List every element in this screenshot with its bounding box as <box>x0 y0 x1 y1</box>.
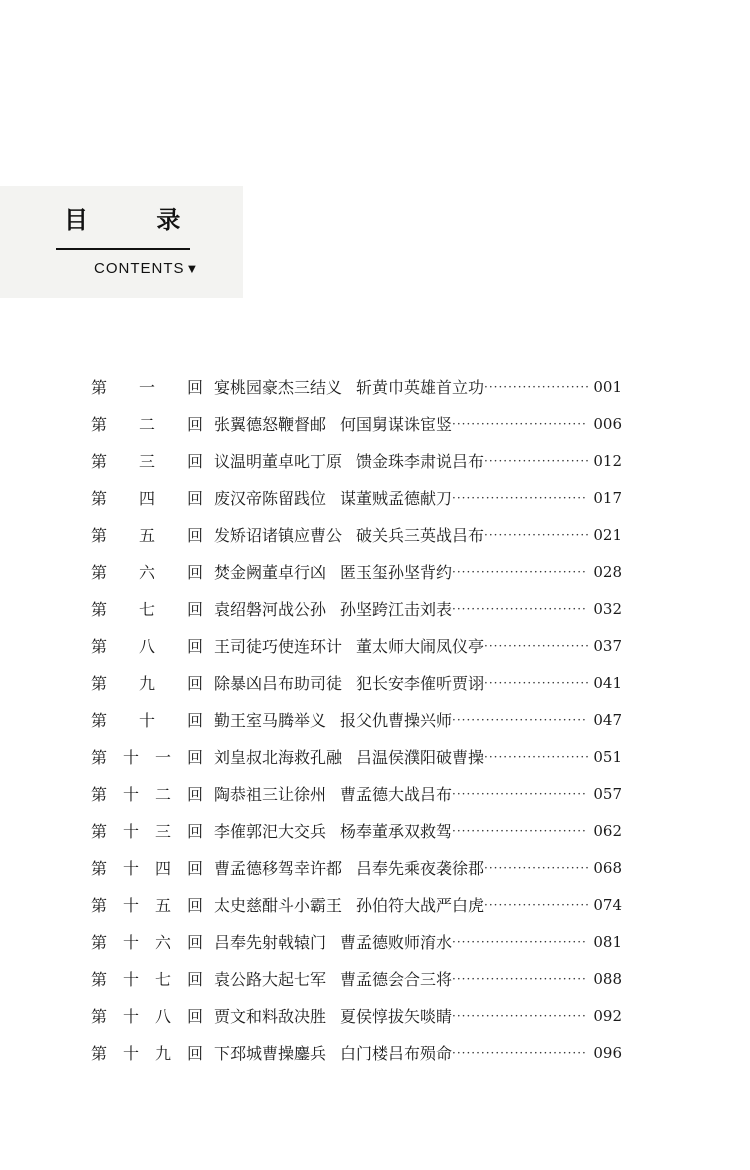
chapter-number-char: 十 <box>122 822 139 841</box>
chapter-number-char: 十 <box>122 1007 139 1026</box>
chapter-titles <box>214 597 592 620</box>
chapter-titles <box>214 486 592 509</box>
dot-leader <box>452 602 588 616</box>
chapter-titles <box>214 745 592 768</box>
dot-leader <box>452 417 588 431</box>
chapter-number-char: 回 <box>186 859 203 878</box>
dot-leader <box>484 676 588 690</box>
chapter-title-second: 白门楼吕布殒命 <box>340 1044 453 1063</box>
chapter-number-char: 回 <box>186 452 203 471</box>
chapter-number-char: 第 <box>90 452 107 471</box>
chapter-number-char: 第 <box>90 378 107 397</box>
chapter-number-char: 九 <box>138 674 155 693</box>
chapter-title-first: 陶恭祖三让徐州 <box>214 785 327 804</box>
chapter-title-second: 何国舅谋诛宦竖 <box>340 415 453 434</box>
chapter-title-first: 废汉帝陈留践位 <box>214 489 327 508</box>
chapter-number-char: 十 <box>138 711 155 730</box>
chapter-title-first: 李傕郭汜大交兵 <box>214 822 327 841</box>
chapter-number <box>90 523 214 546</box>
chapter-titles <box>214 819 592 842</box>
chapter-title-first: 袁公路大起七军 <box>214 970 327 989</box>
chapter-titles <box>214 1041 592 1064</box>
chapter-number-char: 回 <box>186 637 203 656</box>
chapter-number <box>90 671 214 694</box>
chapter-number-char: 回 <box>186 489 203 508</box>
chapter-titles <box>214 671 592 694</box>
dot-leader <box>452 824 588 838</box>
toc-entry[interactable] <box>90 812 622 849</box>
dot-leader <box>484 861 588 875</box>
chapter-titles <box>214 782 592 805</box>
chapter-number-char: 三 <box>138 452 155 471</box>
toc-entry[interactable] <box>90 590 622 627</box>
chapter-number-char: 回 <box>186 896 203 915</box>
chapter-number-char: 七 <box>138 600 155 619</box>
chapter-number-char: 一 <box>154 748 171 767</box>
chapter-number <box>90 375 214 398</box>
dot-leader <box>452 972 588 986</box>
chapter-number <box>90 930 214 953</box>
page-number: 006 <box>593 414 622 433</box>
page-number: 032 <box>593 599 622 618</box>
page-title: 目 录 <box>64 206 211 234</box>
chapter-number-char: 第 <box>90 1044 107 1063</box>
triangle-down-icon: ▼ <box>185 261 200 276</box>
chapter-title-second: 报父仇曹操兴师 <box>340 711 453 730</box>
chapter-number-char: 回 <box>186 600 203 619</box>
chapter-title-second: 犯长安李傕听贾诩 <box>356 674 485 693</box>
chapter-number-char: 九 <box>154 1044 171 1063</box>
chapter-number-char: 第 <box>90 1007 107 1026</box>
dot-leader <box>484 454 588 468</box>
chapter-title-second: 孙坚跨江击刘表 <box>340 600 453 619</box>
chapter-title-second: 夏侯惇拔矢啖睛 <box>340 1007 453 1026</box>
toc-entry[interactable] <box>90 849 622 886</box>
chapter-title-first: 王司徒巧使连环计 <box>214 637 343 656</box>
chapter-title-second: 杨奉董承双救驾 <box>340 822 453 841</box>
chapter-number-char: 回 <box>186 822 203 841</box>
chapter-number-char: 回 <box>186 378 203 397</box>
toc-entry[interactable] <box>90 960 622 997</box>
chapter-number <box>90 893 214 916</box>
chapter-number-char: 回 <box>186 1044 203 1063</box>
page-number: 057 <box>593 784 622 803</box>
chapter-number <box>90 856 214 879</box>
chapter-title-first: 除暴凶吕布助司徒 <box>214 674 343 693</box>
toc-entry[interactable] <box>90 442 622 479</box>
chapter-number <box>90 967 214 990</box>
chapter-number-char: 第 <box>90 711 107 730</box>
toc-entry[interactable] <box>90 368 622 405</box>
page-number: 062 <box>593 821 622 840</box>
chapter-number-char: 回 <box>186 785 203 804</box>
chapter-titles <box>214 634 592 657</box>
page-number: 088 <box>593 969 622 988</box>
chapter-title-first: 宴桃园豪杰三结义 <box>214 378 343 397</box>
page-subtitle <box>94 260 199 277</box>
chapter-title-first: 发矫诏诸镇应曹公 <box>214 526 343 545</box>
chapter-titles <box>214 708 592 731</box>
chapter-number-char: 第 <box>90 674 107 693</box>
page-number: 001 <box>593 377 622 396</box>
chapter-title-first: 曹孟德移驾幸许都 <box>214 859 343 878</box>
chapter-number-char: 回 <box>186 526 203 545</box>
chapter-titles <box>214 523 592 546</box>
dot-leader <box>452 713 588 727</box>
dot-leader <box>452 1046 588 1060</box>
chapter-number <box>90 819 214 842</box>
page-number: 068 <box>593 858 622 877</box>
chapter-title-first: 贾文和料敌决胜 <box>214 1007 327 1026</box>
dot-leader <box>484 898 588 912</box>
page-number: 081 <box>593 932 622 951</box>
toc-entry[interactable] <box>90 405 622 442</box>
chapter-number-char: 十 <box>122 933 139 952</box>
chapter-number-char: 回 <box>186 748 203 767</box>
chapter-titles <box>214 967 592 990</box>
chapter-number-char: 第 <box>90 859 107 878</box>
chapter-title-first: 焚金阙董卓行凶 <box>214 563 327 582</box>
page-number: 041 <box>593 673 622 692</box>
chapter-number-char: 回 <box>186 970 203 989</box>
chapter-number-char: 回 <box>186 711 203 730</box>
chapter-number-char: 回 <box>186 674 203 693</box>
chapter-title-second: 曹孟德大战吕布 <box>340 785 453 804</box>
chapter-number-char: 第 <box>90 637 107 656</box>
chapter-title-second: 曹孟德败师淯水 <box>340 933 453 952</box>
chapter-number-char: 十 <box>122 748 139 767</box>
chapter-title-second: 斩黄巾英雄首立功 <box>356 378 485 397</box>
chapter-title-first: 议温明董卓叱丁原 <box>214 452 343 471</box>
chapter-number <box>90 745 214 768</box>
chapter-number-char: 第 <box>90 748 107 767</box>
chapter-number-char: 回 <box>186 933 203 952</box>
chapter-number <box>90 1041 214 1064</box>
toc-entry[interactable] <box>90 775 622 812</box>
toc-entry[interactable] <box>90 701 622 738</box>
toc-entry[interactable] <box>90 553 622 590</box>
chapter-title-first: 下邳城曹操鏖兵 <box>214 1044 327 1063</box>
dot-leader <box>484 380 588 394</box>
chapter-title-second: 董太师大闹凤仪亭 <box>356 637 485 656</box>
chapter-number-char: 回 <box>186 415 203 434</box>
chapter-number <box>90 560 214 583</box>
title-divider <box>56 248 190 250</box>
chapter-title-first: 勤王室马腾举义 <box>214 711 327 730</box>
chapter-number-char: 八 <box>154 1007 171 1026</box>
toc-entry[interactable] <box>90 664 622 701</box>
toc-entry[interactable] <box>90 516 622 553</box>
dot-leader <box>452 1009 588 1023</box>
chapter-number-char: 第 <box>90 896 107 915</box>
chapter-title-first: 张翼德怒鞭督邮 <box>214 415 327 434</box>
chapter-number-char: 三 <box>154 822 171 841</box>
chapter-titles <box>214 449 592 472</box>
toc-entry[interactable] <box>90 923 622 960</box>
chapter-number-char: 二 <box>154 785 171 804</box>
chapter-number-char: 七 <box>154 970 171 989</box>
chapter-title-second: 曹孟德会合三将 <box>340 970 453 989</box>
chapter-number-char: 第 <box>90 415 107 434</box>
chapter-number <box>90 634 214 657</box>
chapter-number-char: 第 <box>90 563 107 582</box>
page-number: 047 <box>593 710 622 729</box>
page-number: 021 <box>593 525 622 544</box>
chapter-title-second: 馈金珠李肃说吕布 <box>356 452 485 471</box>
toc-entry[interactable] <box>90 997 622 1034</box>
subtitle-text: CONTENTS <box>94 260 185 277</box>
dot-leader <box>484 639 588 653</box>
chapter-titles <box>214 930 592 953</box>
chapter-number-char: 十 <box>122 859 139 878</box>
chapter-titles <box>214 1004 592 1027</box>
chapter-number-char: 六 <box>138 563 155 582</box>
chapter-title-first: 袁绍磐河战公孙 <box>214 600 327 619</box>
chapter-number-char: 六 <box>154 933 171 952</box>
chapter-title-first: 吕奉先射戟辕门 <box>214 933 327 952</box>
chapter-title-second: 吕奉先乘夜袭徐郡 <box>356 859 485 878</box>
page-number: 051 <box>593 747 622 766</box>
chapter-number <box>90 782 214 805</box>
chapter-number-char: 八 <box>138 637 155 656</box>
page-number: 092 <box>593 1006 622 1025</box>
chapter-number <box>90 449 214 472</box>
chapter-title-first: 刘皇叔北海救孔融 <box>214 748 343 767</box>
chapter-titles <box>214 412 592 435</box>
chapter-title-second: 吕温侯濮阳破曹操 <box>356 748 485 767</box>
chapter-title-second: 匿玉玺孙坚背约 <box>340 563 453 582</box>
dot-leader <box>484 528 588 542</box>
chapter-number <box>90 412 214 435</box>
dot-leader <box>484 750 588 764</box>
chapter-number-char: 十 <box>122 896 139 915</box>
chapter-number-char: 第 <box>90 600 107 619</box>
page-number: 096 <box>593 1043 622 1062</box>
chapter-number-char: 十 <box>122 970 139 989</box>
chapter-number-char: 回 <box>186 1007 203 1026</box>
toc-entry[interactable] <box>90 738 622 775</box>
chapter-title-second: 孙伯符大战严白虎 <box>356 896 485 915</box>
chapter-number-char: 第 <box>90 970 107 989</box>
chapter-title-second: 破关兵三英战吕布 <box>356 526 485 545</box>
dot-leader <box>452 491 588 505</box>
chapter-number-char: 第 <box>90 489 107 508</box>
chapter-titles <box>214 856 592 879</box>
chapter-number-char: 回 <box>186 563 203 582</box>
chapter-title-second: 谋董贼孟德献刀 <box>340 489 453 508</box>
chapter-number-char: 第 <box>90 933 107 952</box>
dot-leader <box>452 935 588 949</box>
chapter-number <box>90 1004 214 1027</box>
chapter-number-char: 第 <box>90 822 107 841</box>
chapter-title-first: 太史慈酣斗小霸王 <box>214 896 343 915</box>
chapter-number-char: 第 <box>90 785 107 804</box>
chapter-number-char: 五 <box>154 896 171 915</box>
toc-entry[interactable] <box>90 479 622 516</box>
page-number: 012 <box>593 451 622 470</box>
page-number: 017 <box>593 488 622 507</box>
page-number: 028 <box>593 562 622 581</box>
dot-leader <box>452 565 588 579</box>
dot-leader <box>452 787 588 801</box>
chapter-number-char: 十 <box>122 1044 139 1063</box>
chapter-number-char: 二 <box>138 415 155 434</box>
table-of-contents <box>90 368 622 1071</box>
chapter-number-char: 五 <box>138 526 155 545</box>
chapter-titles <box>214 893 592 916</box>
chapter-number-char: 十 <box>122 785 139 804</box>
page-number: 037 <box>593 636 622 655</box>
chapter-number <box>90 597 214 620</box>
chapter-titles <box>214 375 592 398</box>
chapter-number-char: 四 <box>154 859 171 878</box>
chapter-number <box>90 486 214 509</box>
chapter-number-char: 第 <box>90 526 107 545</box>
chapter-number <box>90 708 214 731</box>
chapter-number-char: 一 <box>138 378 155 397</box>
toc-entry[interactable] <box>90 1034 622 1071</box>
chapter-number-char: 四 <box>138 489 155 508</box>
chapter-titles <box>214 560 592 583</box>
page-number: 074 <box>593 895 622 914</box>
toc-entry[interactable] <box>90 627 622 664</box>
toc-entry[interactable] <box>90 886 622 923</box>
